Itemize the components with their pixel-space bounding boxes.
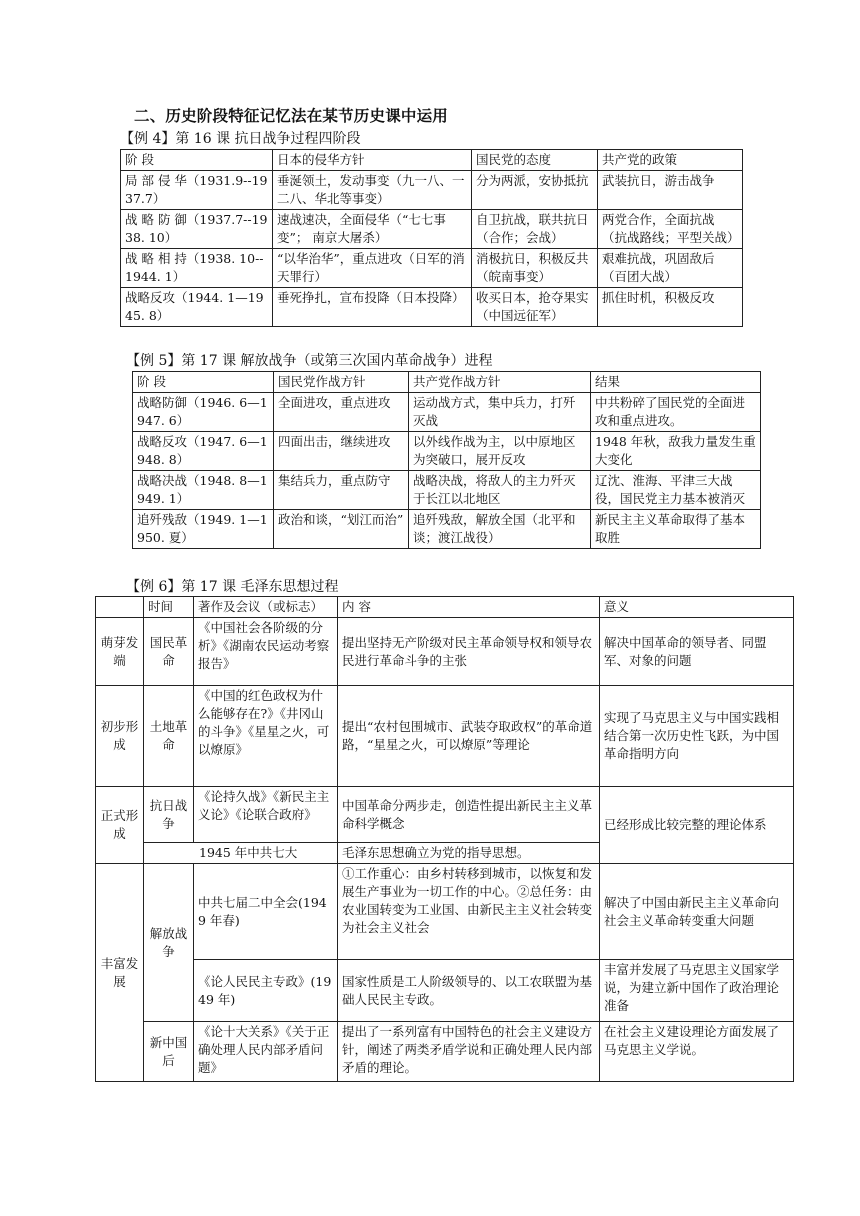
table-cell: 垂死挣扎，宣布投降（日本投降） [273, 288, 472, 327]
table-cell: 垂涎领土，发动事变（九一八、一二八、华北等事变） [273, 171, 472, 210]
works-cell: 中共七届二中全会(1949 年春) [194, 864, 338, 960]
meaning-cell: 已经形成比较完整的理论体系 [600, 787, 794, 864]
table-cell: 全面进攻，重点进攻 [274, 393, 409, 432]
example6-title: 【例 6】第 17 课 毛泽东思想过程 [126, 579, 339, 595]
table-cell: 追歼残敌，解放全国（北平和谈；渡江战役） [409, 510, 591, 549]
table-cell: 中共粉碎了国民党的全面进攻和重点进攻。 [591, 393, 761, 432]
meaning-cell: 解决了中国由新民主主义革命向社会主义革命转变重大问题 [600, 864, 794, 960]
table-cell: 新民主主义革命取得了基本取胜 [591, 510, 761, 549]
section-heading: 二、历史阶段特征记忆法在某节历史课中运用 [134, 107, 449, 125]
table-cell: 局 部 侵 华（1931.9--1937.7） [121, 171, 273, 210]
table-cell: 分为两派，安协抵抗 [472, 171, 598, 210]
table-row [133, 471, 761, 510]
example5-title: 【例 5】第 17 课 解放战争（或第三次国内革命战争）进程 [126, 353, 493, 369]
header-cell: 时间 [144, 597, 194, 618]
works-cell: 《论十大关系》《关于正确处理人民内部矛盾问题》 [194, 1022, 338, 1082]
table-cell: 追歼残敌（1949. 1—1950. 夏） [133, 510, 274, 549]
header-cell: 内 容 [338, 597, 600, 618]
table-row [96, 1022, 794, 1082]
header-cell [96, 597, 144, 618]
table-cell: 战略防御（1946. 6—1947. 6） [133, 393, 274, 432]
table-cell: 四面出击，继续进攻 [274, 432, 409, 471]
content-cell: 提出“农村包围城市、武装夺取政权”的革命道路，“星星之火，可以燎原”等理论 [338, 686, 600, 787]
table-cell: 辽沈、淮海、平津三大战役，国民党主力基本被消灭 [591, 471, 761, 510]
works-cell: 《中国的红色政权为什么能够存在?》《井冈山的斗争》《星星之火，可以燎原》 [194, 686, 338, 787]
table-cell: 抓住时机，积极反攻 [598, 288, 743, 327]
header-cell: 意义 [600, 597, 794, 618]
table-row [121, 249, 743, 288]
meaning-cell: 丰富并发展了马克思主义国家学说，为建立新中国作了政治理论准备 [600, 960, 794, 1022]
time-cell: 抗日战争 [144, 787, 194, 843]
table-cell: 战 略 防 御（1937.7--1938. 10） [121, 210, 273, 249]
header-cell: 结果 [591, 372, 761, 393]
table-row [133, 393, 761, 432]
example4-table [120, 149, 743, 327]
table-cell: 消极抗日，积极反共（皖南事变） [472, 249, 598, 288]
content-cell: 中国革命分两步走，创造性提出新民主主义革命科学概念 [338, 787, 600, 843]
header-cell: 共产党作战方针 [409, 372, 591, 393]
table-cell: 1948 年秋，敌我力量发生重大变化 [591, 432, 761, 471]
content-cell: 提出了一系列富有中国特色的社会主义建设方针，阐述了两类矛盾学说和正确处理人民内部矛盾的理论。 [338, 1022, 600, 1082]
time-cell: 解放战争 [144, 864, 194, 1022]
meaning-cell: 解决中国革命的领导者、同盟军、对象的问题 [600, 618, 794, 686]
works-cell: 《中国社会各阶级的分析》《湖南农民运动考察报告》 [194, 618, 338, 686]
stage-cell: 初步形成 [96, 686, 144, 787]
table-cell: 政治和谈，“划江而治” [274, 510, 409, 549]
meaning-cell: 实现了马克思主义与中国实践相结合第一次历史性飞跃，为中国革命指明方向 [600, 686, 794, 787]
table-header-row [133, 372, 761, 393]
example4-title: 【例 4】第 16 课 抗日战争过程四阶段 [120, 131, 361, 147]
table-cell: 自卫抗战，联共抗日（合作；会战） [472, 210, 598, 249]
header-cell: 著作及会议（或标志） [194, 597, 338, 618]
example5-table [132, 371, 761, 549]
table-cell: 艰难抗战，巩固敌后（百团大战） [598, 249, 743, 288]
table-row [133, 510, 761, 549]
header-cell: 阶 段 [121, 150, 273, 171]
table-row [96, 960, 794, 1022]
table-cell: 速战速决，全面侵华（“七七事变”； 南京大屠杀） [273, 210, 472, 249]
table-row [96, 686, 794, 787]
table-cell: 武装抗日，游击战争 [598, 171, 743, 210]
table-row [96, 864, 794, 960]
table-cell: 战略反攻（1947. 6—1948. 8） [133, 432, 274, 471]
table-row [121, 210, 743, 249]
works-cell: 1945 年中共七大 [144, 843, 338, 864]
table-row [133, 432, 761, 471]
header-cell: 国民党的态度 [472, 150, 598, 171]
header-cell: 阶 段 [133, 372, 274, 393]
time-cell: 新中国后 [144, 1022, 194, 1082]
table-row [121, 171, 743, 210]
header-cell: 国民党作战方针 [274, 372, 409, 393]
table-header-row [96, 597, 794, 618]
table-cell: 战略反攻（1944. 1—1945. 8） [121, 288, 273, 327]
table-cell: 集结兵力，重点防守 [274, 471, 409, 510]
time-cell: 国民革命 [144, 618, 194, 686]
content-cell: 毛泽东思想确立为党的指导思想。 [338, 843, 600, 864]
header-cell: 共产党的政策 [598, 150, 743, 171]
table-header-row [121, 150, 743, 171]
header-cell: 日本的侵华方针 [273, 150, 472, 171]
table-cell: 战 略 相 持（1938. 10--1944. 1） [121, 249, 273, 288]
table-cell: 两党合作，全面抗战（抗战路线；平型关战） [598, 210, 743, 249]
content-cell: ①工作重心：由乡村转移到城市，以恢复和发展生产事业为一切工作的中心。②总任务：由农业国转变为工业国、由新民主主义社会转变为社会主义社会 [338, 864, 600, 960]
content-cell: 提出坚持无产阶级对民主革命领导权和领导农民进行革命斗争的主张 [338, 618, 600, 686]
stage-cell: 萌芽发端 [96, 618, 144, 686]
table-cell: 战略决战（1948. 8—1949. 1） [133, 471, 274, 510]
table-cell: 运动战方式，集中兵力，打歼灭战 [409, 393, 591, 432]
works-cell: 《论人民民主专政》(1949 年) [194, 960, 338, 1022]
table-cell: 战略决战，将敌人的主力歼灭于长江以北地区 [409, 471, 591, 510]
meaning-cell: 在社会主义建设理论方面发展了马克思主义学说。 [600, 1022, 794, 1082]
works-cell: 《论持久战》《新民主主义论》《论联合政府》 [194, 787, 338, 843]
table-row [121, 288, 743, 327]
table-row [96, 787, 794, 843]
table-cell: 收买日本，抢夺果实（中国远征军） [472, 288, 598, 327]
time-cell: 土地革命 [144, 686, 194, 787]
example6-table [95, 596, 794, 1082]
table-cell: “以华治华”，重点进攻（日军的消天罪行） [273, 249, 472, 288]
table-cell: 以外线作战为主，以中原地区为突破口，展开反攻 [409, 432, 591, 471]
stage-cell: 丰富发展 [96, 864, 144, 1082]
content-cell: 国家性质是工人阶级领导的、以工农联盟为基础人民民主专政。 [338, 960, 600, 1022]
table-row [96, 618, 794, 686]
stage-cell: 正式形成 [96, 787, 144, 864]
